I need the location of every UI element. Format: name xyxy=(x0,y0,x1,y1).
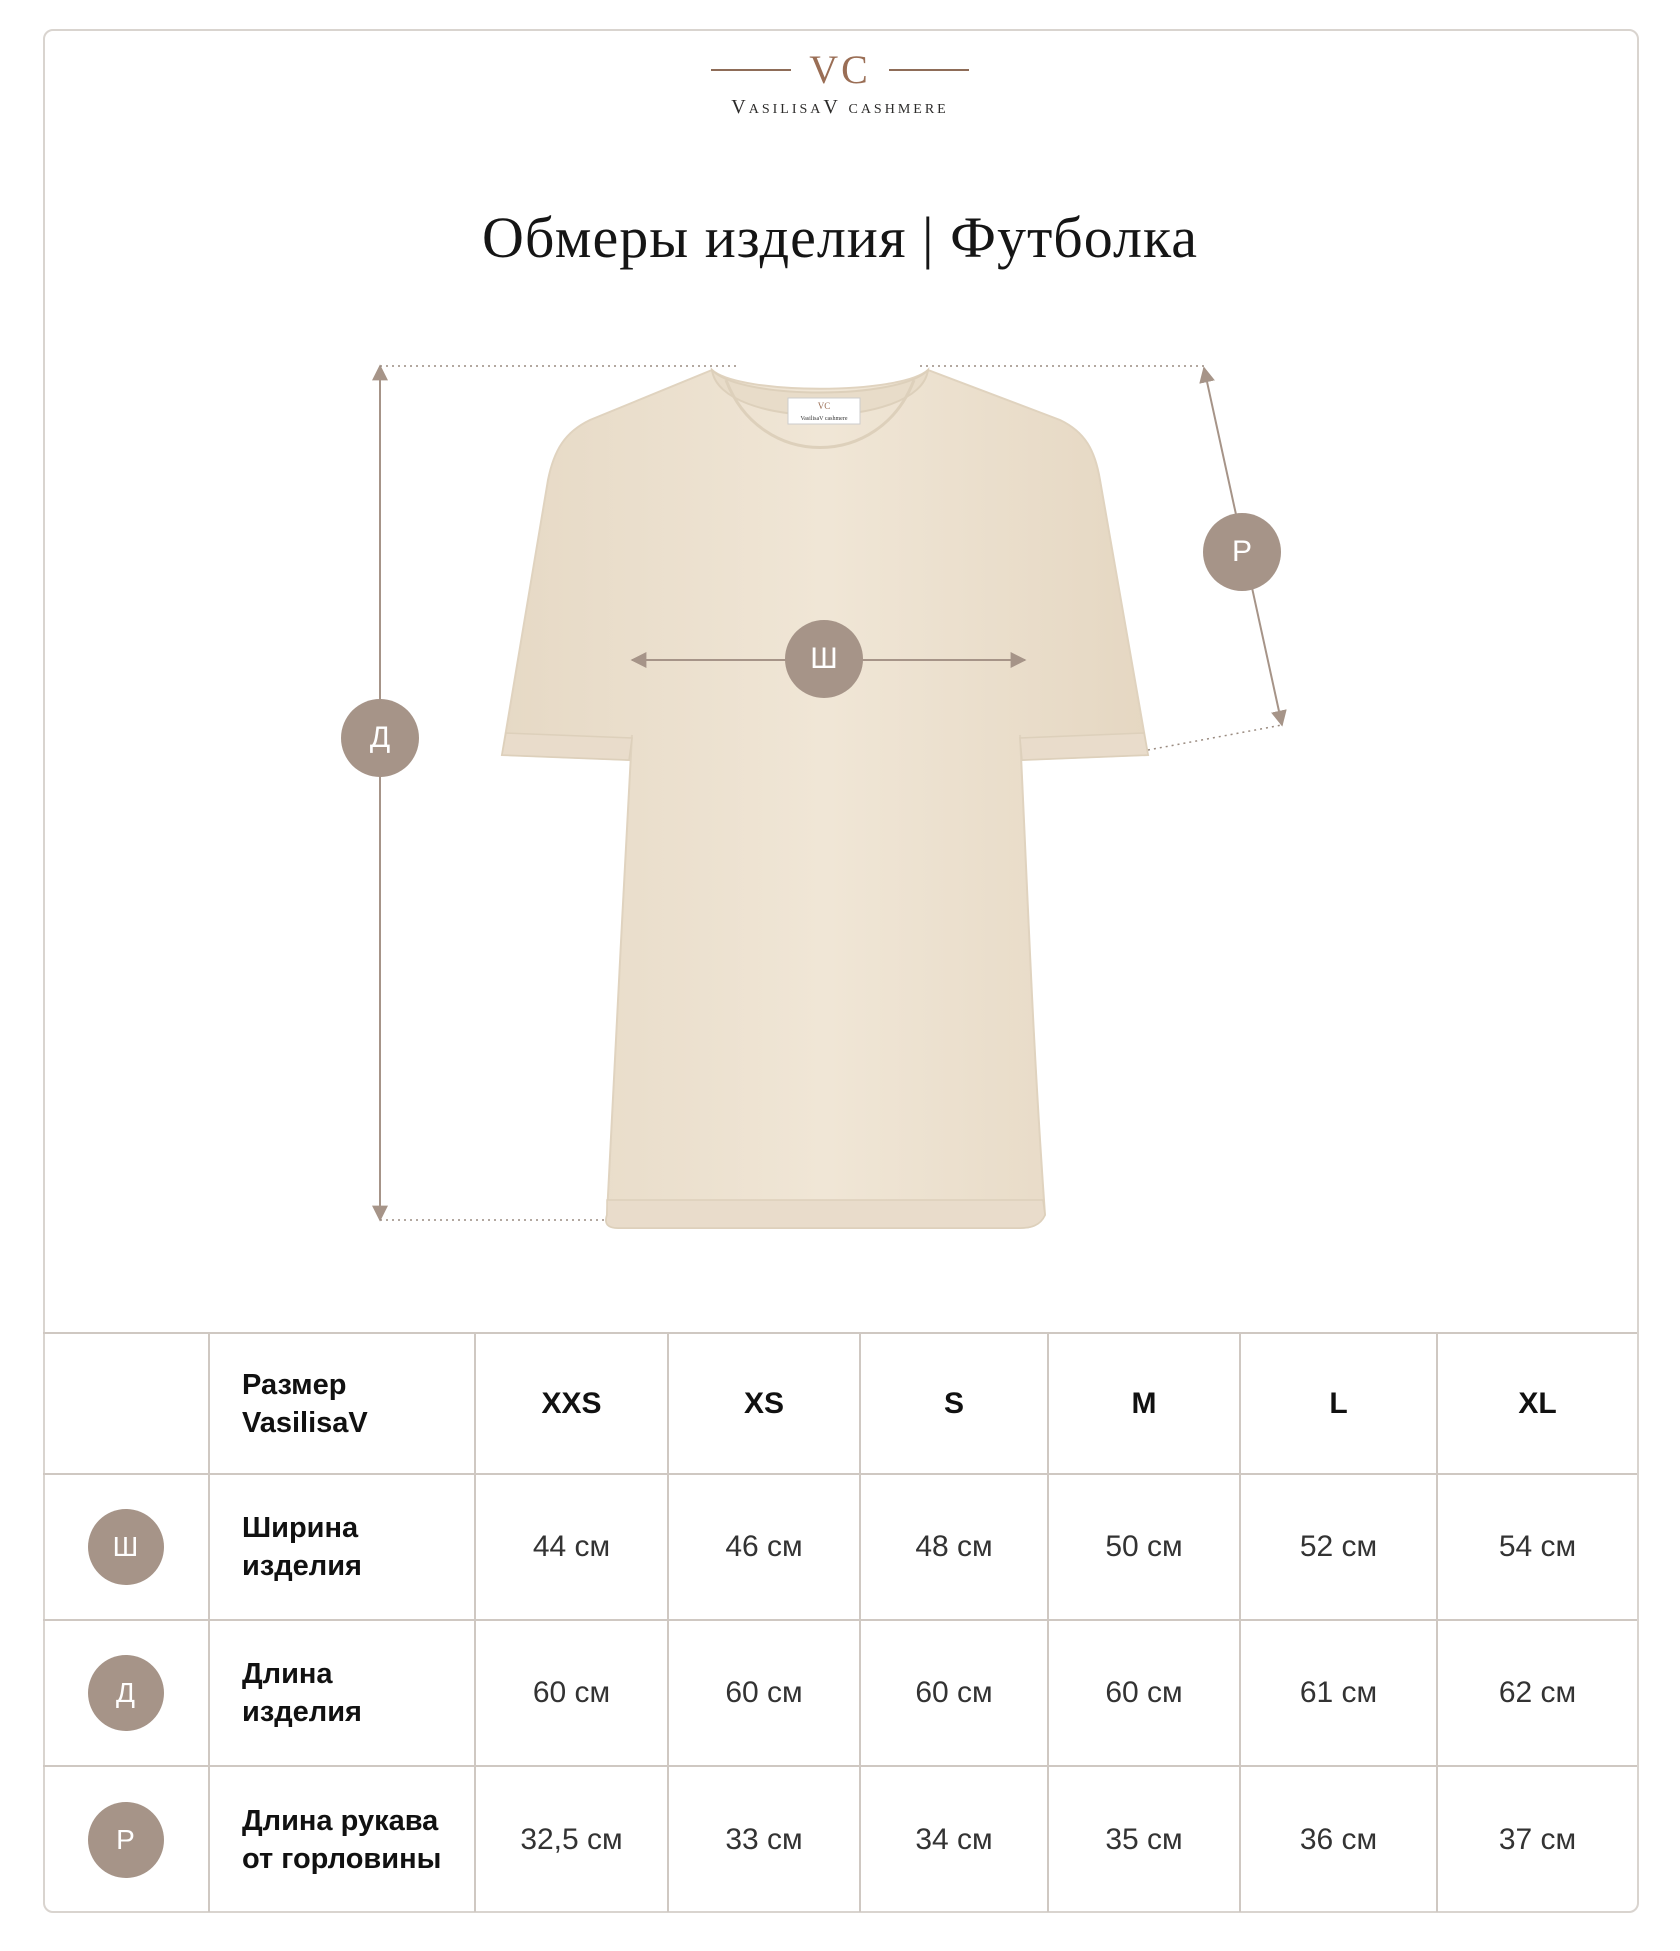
table-cell: 37 см xyxy=(1498,1822,1577,1856)
sleeve-guide-bottom xyxy=(1148,725,1282,750)
length-row-badge: Д xyxy=(88,1655,164,1731)
width-badge: Ш xyxy=(785,620,863,698)
size-header-m: M xyxy=(1131,1386,1157,1420)
table-cell: 62 см xyxy=(1498,1676,1577,1709)
table-cell: 61 см xyxy=(1299,1676,1378,1709)
table-cell: 34 см xyxy=(915,1822,993,1856)
table-cell: 60 см xyxy=(725,1676,803,1709)
table-cell: 60 см xyxy=(1105,1676,1183,1709)
table-row-badge xyxy=(43,1767,208,1912)
table-cell: 60 см xyxy=(915,1676,993,1709)
table-row-badge xyxy=(43,1621,208,1765)
logo-wordmark: VasilisaV cashmere xyxy=(731,96,949,118)
neck-label-wordmark: VasilisaV cashmere xyxy=(800,416,848,422)
logo-monogram: VC xyxy=(809,47,871,92)
sleeve-badge: Р xyxy=(1203,513,1281,591)
size-header-xs: XS xyxy=(743,1386,785,1420)
table-cell: 32,5 см xyxy=(520,1822,623,1856)
table-cell: 33 см xyxy=(725,1822,803,1856)
size-header-l: L xyxy=(1329,1386,1348,1420)
table-cell: 60 см xyxy=(532,1676,611,1709)
table-row-badge xyxy=(43,1475,208,1619)
size-table xyxy=(43,1332,1639,1913)
page-title: Обмеры изделия | Футболка xyxy=(481,205,1199,270)
size-header-xxs: XXS xyxy=(541,1386,602,1420)
tshirt-shape xyxy=(502,370,1148,1228)
row-label-length: Длина изделия xyxy=(242,1658,362,1728)
row-label-sleeve: Длина рукава от горловины xyxy=(242,1804,442,1875)
row-label-width: Ширина изделия xyxy=(242,1512,362,1582)
table-cell: 46 см xyxy=(725,1530,803,1563)
size-header-s: S xyxy=(943,1386,964,1420)
size-header-label: Размер VasilisaV xyxy=(242,1368,368,1439)
table-cell: 54 см xyxy=(1498,1530,1577,1563)
neck-label-monogram: VC xyxy=(817,401,831,411)
table-cell: 52 см xyxy=(1299,1530,1378,1563)
table-cell: 50 см xyxy=(1105,1530,1183,1563)
right-sleeve-hem xyxy=(1020,733,1148,760)
table-cell: 48 см xyxy=(915,1530,993,1563)
sleeve-row-badge: Р xyxy=(88,1802,164,1878)
width-row-badge: Ш xyxy=(88,1509,164,1585)
table-cell: 35 см xyxy=(1105,1822,1183,1856)
left-sleeve-hem xyxy=(502,733,632,760)
length-badge: Д xyxy=(341,699,419,777)
table-cell: 36 см xyxy=(1299,1822,1378,1856)
table-cell: 44 см xyxy=(532,1530,611,1563)
bottom-hem xyxy=(606,1200,1045,1228)
size-header-xl: XL xyxy=(1518,1386,1557,1420)
